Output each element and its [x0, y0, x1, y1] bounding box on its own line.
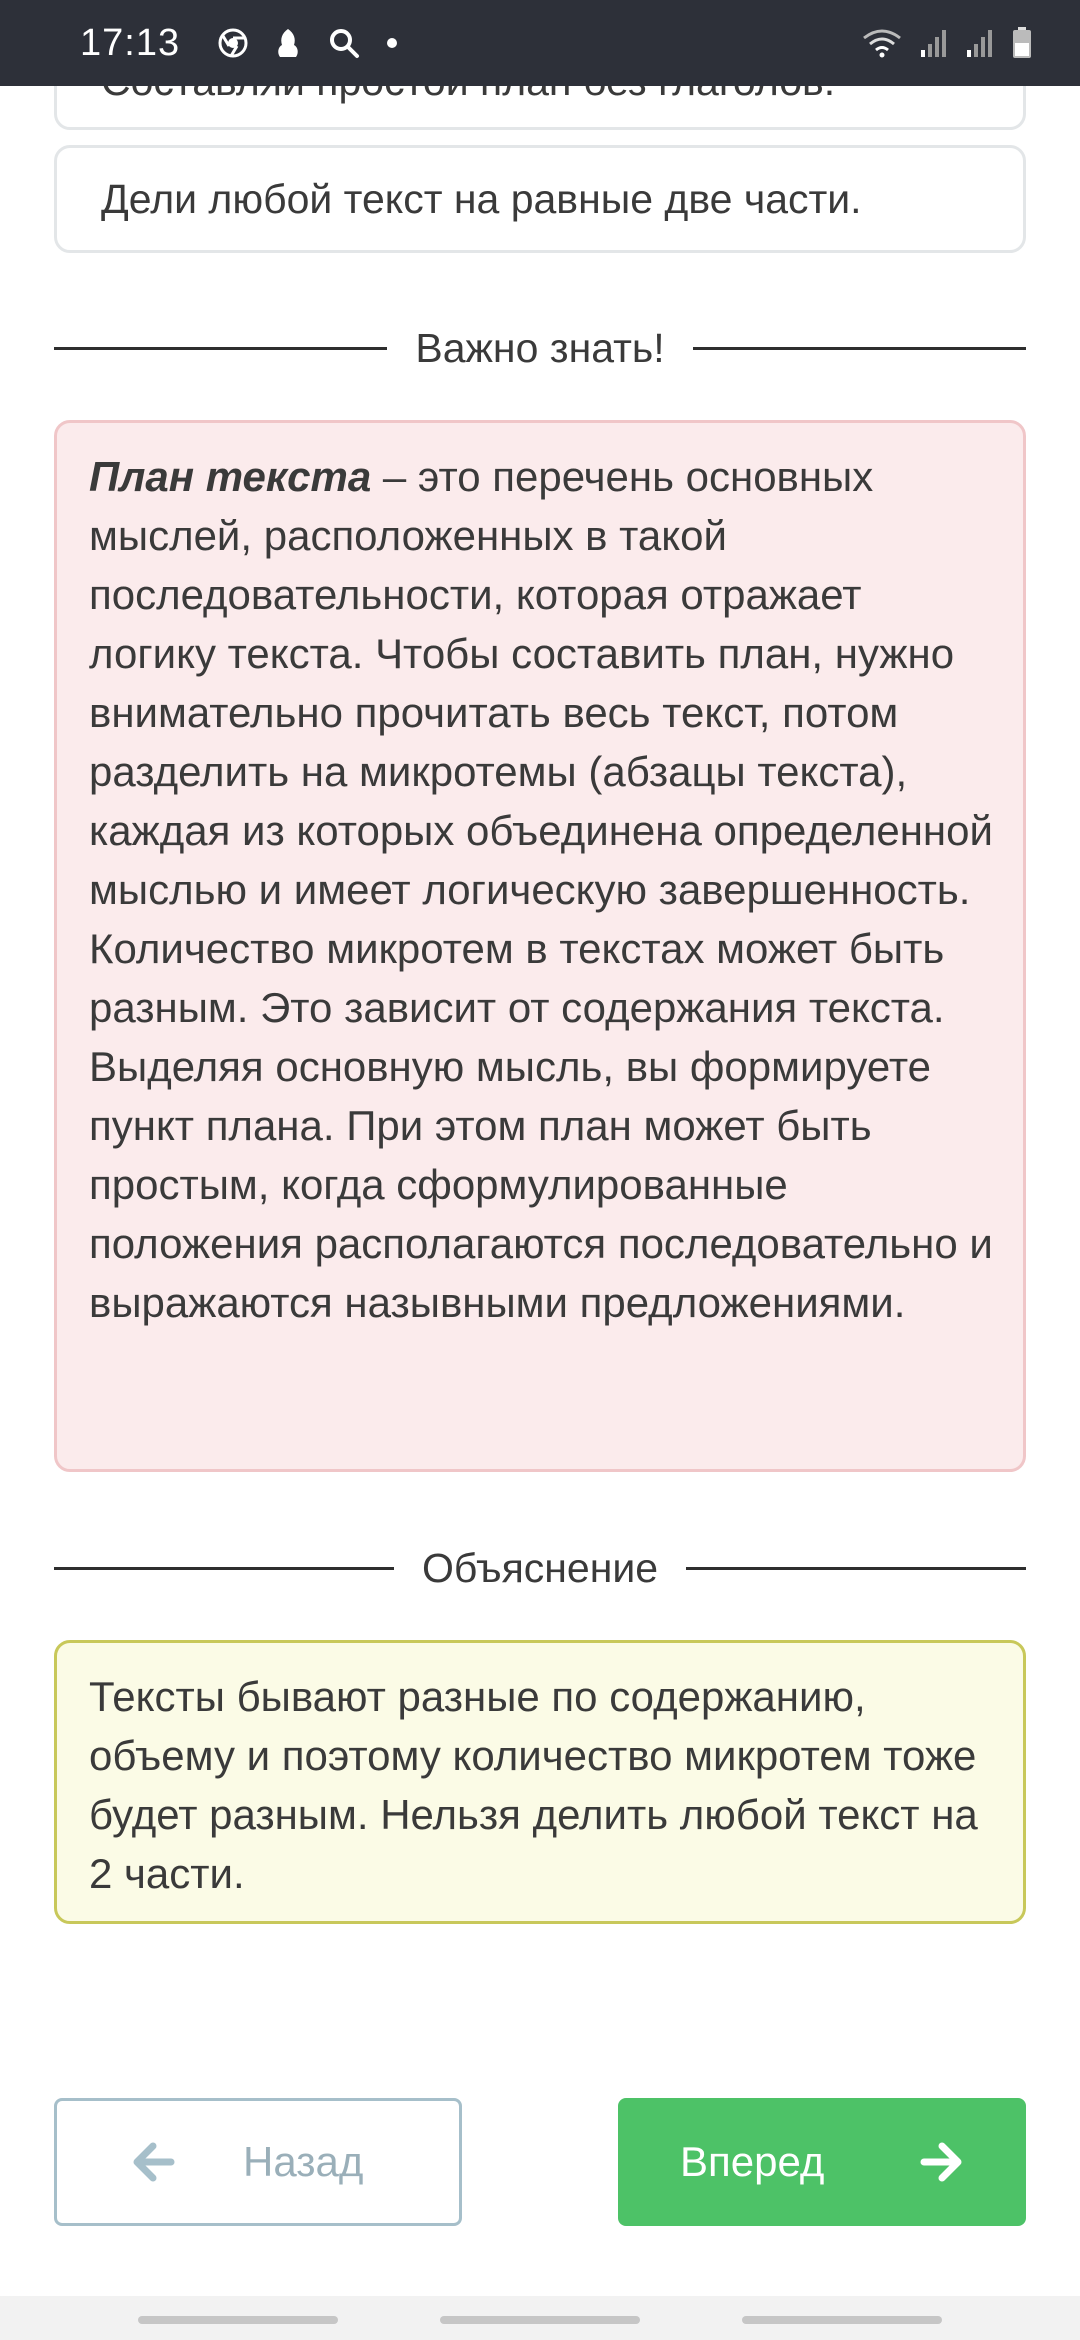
back-button-label: Назад	[243, 2138, 364, 2185]
arrow-left-icon	[131, 2142, 175, 2182]
status-time: 17:13	[80, 21, 181, 64]
signal-icon	[966, 28, 994, 58]
battery-icon	[1012, 27, 1032, 59]
answer-option-label: Дели любой текст на равные две части.	[101, 175, 862, 222]
status-icons-right	[862, 27, 1032, 59]
search-icon	[328, 27, 360, 59]
wifi-icon	[862, 28, 902, 58]
back-button[interactable]	[54, 2098, 462, 2226]
important-info-box	[54, 420, 1026, 1472]
answer-option[interactable]	[54, 145, 1026, 253]
explanation-box	[54, 1640, 1026, 1924]
chrome-icon	[218, 28, 248, 58]
app-icon	[274, 27, 302, 59]
system-nav-bar	[0, 2296, 1080, 2340]
nav-back-button[interactable]	[742, 2316, 942, 2324]
dot-icon	[386, 37, 398, 49]
important-heading: Важно знать!	[415, 324, 665, 371]
arrow-right-icon	[920, 2142, 964, 2182]
important-divider	[54, 318, 1026, 378]
important-term: План текста	[89, 453, 372, 500]
nav-recents-button[interactable]	[138, 2316, 338, 2324]
divider-line	[686, 1567, 1026, 1570]
next-button[interactable]	[618, 2098, 1026, 2226]
status-bar	[0, 0, 1080, 86]
nav-home-button[interactable]	[440, 2316, 640, 2324]
divider-line	[54, 1567, 394, 1570]
divider-line	[54, 347, 387, 350]
explanation-body: Тексты бывают разные по содержанию, объему и поэтому количество микротем тоже будет разным. Нельзя делить любой текст на 2 части.	[89, 1673, 978, 1897]
explanation-heading: Объяснение	[421, 1544, 659, 1591]
signal-icon	[920, 28, 948, 58]
important-body: – это перечень основных мыслей, расположенных в такой последовательности, которая отражает логику текста. Чтобы составить план, нужно внимательно прочитать весь текст, потом разделить на микротемы (абзацы текста), каждая из которых объединена определенной мыслью и имеет логическую завершенность. Количество микротем в текстах может быть разным. Это зависит от содержания текста. Выделяя основную мысль, вы формируете пункт плана. При этом план может быть простым, когда сформулированные положения располагаются последовательно и выражаются назывными предложениями.	[89, 453, 993, 1326]
divider-line	[693, 347, 1026, 350]
explanation-divider	[54, 1538, 1026, 1598]
status-icons-left	[218, 27, 398, 59]
next-button-label: Вперед	[680, 2138, 825, 2185]
